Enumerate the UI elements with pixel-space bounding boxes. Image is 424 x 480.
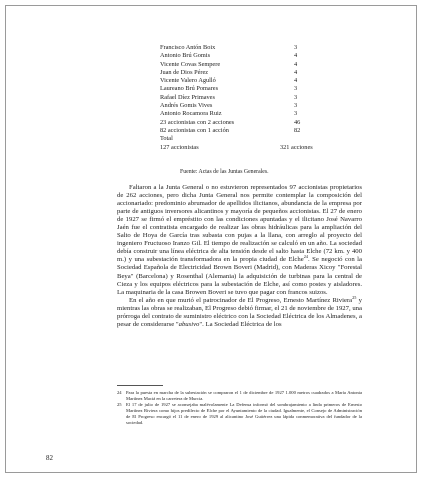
footnote xyxy=(117,390,362,401)
shareholder-name: Laureano Brú Pomares xyxy=(160,85,219,93)
shareholder-value: 3 xyxy=(294,102,298,110)
shareholder-row xyxy=(160,135,340,143)
shareholder-value: 321 acciones xyxy=(280,143,313,151)
footnotes xyxy=(117,390,362,426)
footnote-ref-24: 24 xyxy=(303,254,308,260)
footnote xyxy=(117,402,362,425)
shareholder-name: Total xyxy=(160,135,173,143)
shareholder-name: Antonio Brú Gomis xyxy=(160,52,211,60)
shareholder-name: 82 accionistas con 1 acción xyxy=(160,126,229,134)
shareholder-value: 82 xyxy=(294,126,301,134)
shareholder-value: 3 xyxy=(294,110,298,118)
shareholder-row xyxy=(160,119,340,127)
shareholder-name: Juan de Dios Pérez xyxy=(160,68,209,76)
shareholder-value: 4 xyxy=(294,60,298,68)
shareholder-name: Rafael Díez Primaves xyxy=(160,93,215,101)
paragraph-1: Faltaron a la Junta General o no estuvieron representados 97 accionistas propietarios de 262 acciones, pero dicha Junta General nos permite contemplar la composición del accionariado: predominio abrumador de apellidos ilicitanos, abundancia de la empresa por parte de antiguos inversores alicantinos y mayoría de pequeños accionistas. El 27 de enero de 1927 se firmó el empréstito con las condiciones apuntadas y el ilicitano José Navarro Jaén fue el contratista encargado de realizar las obras hidráulicas para la ampliación del Salto de Hoya de García tras subasta con pujas a la llana, con arreglo al proyecto del ingeniero Fructuoso Iranzo Gil. El tiempo de realización se calculó en un año. La sociedad debía construir una línea eléctrica de alta tensión desde el salto hasta Elche (72 km. y 400 m.) y una subestación transformadora en la propia ciudad de Elche$^{24}$. Se negoció con la Sociedad Española de Electricidad Brown Boveri (Madrid), con Maderas Xicoy "Forestal Beya" (Barcelona) y Rosenthal (Alemania) la adquisición de turbinas para la central de Cieza y los equipos eléctricos para la subestación de Elche, así como postes y aisladores. La maquinaria de la casa Browen Boveri se tuvo que pagar con francos suizos. xyxy=(117,184,362,296)
shareholder-name: 127 accionistas xyxy=(160,143,199,151)
shareholder-value: 4 xyxy=(294,52,298,60)
shareholder-value: 46 xyxy=(294,118,301,126)
shareholder-row xyxy=(160,61,340,69)
footnote-number: 24 xyxy=(117,390,122,395)
shareholder-row xyxy=(160,77,340,85)
table-source: Fuente: Actas de las Juntas Generales. xyxy=(180,169,269,175)
shareholder-value: 3 xyxy=(294,85,298,93)
shareholder-row xyxy=(160,94,340,102)
footnote-number: 25 xyxy=(117,402,122,408)
shareholder-name: Antonio Rocamora Ruiz xyxy=(160,110,222,118)
paragraph-2: En el año en que murió el patrocinador de El Progreso, Ernesto Martínez Riviera$^{25}$ y mientras las obras se realizaban, El Progreso debió firmar, el 21 de noviembre de 1927, una prórroga del contrato de suministro eléctrico con la Sociedad Eléctrica de los Almadenes, a pesar de considerarse "abusivo". La Sociedad Eléctrica de los xyxy=(117,294,362,328)
body-text xyxy=(117,184,362,329)
page-number: 82 xyxy=(46,454,53,462)
shareholders-table xyxy=(160,44,340,152)
shareholder-row xyxy=(160,127,340,135)
shareholder-row xyxy=(160,69,340,77)
shareholder-name: Vicente Covas Sempere xyxy=(160,60,221,68)
shareholder-value: 4 xyxy=(294,77,298,85)
shareholder-row xyxy=(160,110,340,118)
shareholder-name: Francisco Antón Boix xyxy=(160,44,216,51)
shareholder-row xyxy=(160,102,340,110)
shareholder-row xyxy=(160,85,340,93)
shareholder-value: 3 xyxy=(294,44,298,51)
footnote-text: Para la puesta en marcha de la subestación se compraron el 1 de diciembre de 1927 1.000 metros cuadrados a María Antonia Martínez Maciá en la carretera de Murcia. xyxy=(126,390,362,401)
shareholder-name: Vicente Valero Agulló xyxy=(160,77,216,85)
shareholder-value: 3 xyxy=(294,93,298,101)
shareholder-value: 4 xyxy=(294,68,298,76)
shareholder-row xyxy=(160,44,340,52)
shareholder-name: 23 accionistas con 2 acciones xyxy=(160,118,235,126)
footnote-rule xyxy=(117,385,163,386)
shareholder-row xyxy=(160,144,340,152)
footnote-ref-25: 25 xyxy=(352,294,357,300)
shareholder-name: Andrés Gomis Vives xyxy=(160,102,213,110)
footnote-text: El 17 de julio de 1927 se aconsejaba malévolamente La Defensa informó del sombrajamiento a linda primeros de Ernesto Martínez Riviera como hijos predilecto de Elche por el Ayuntamiento de la ciudad. Igualmente, el Consejo de Administración de El Progreso encargó el 11 de enero de 1929 al alicantino José Gutiérrez una lápida conmemorativa del fundador de la sociedad. xyxy=(126,402,362,425)
shareholder-row xyxy=(160,52,340,60)
shareholder-value xyxy=(294,135,340,143)
